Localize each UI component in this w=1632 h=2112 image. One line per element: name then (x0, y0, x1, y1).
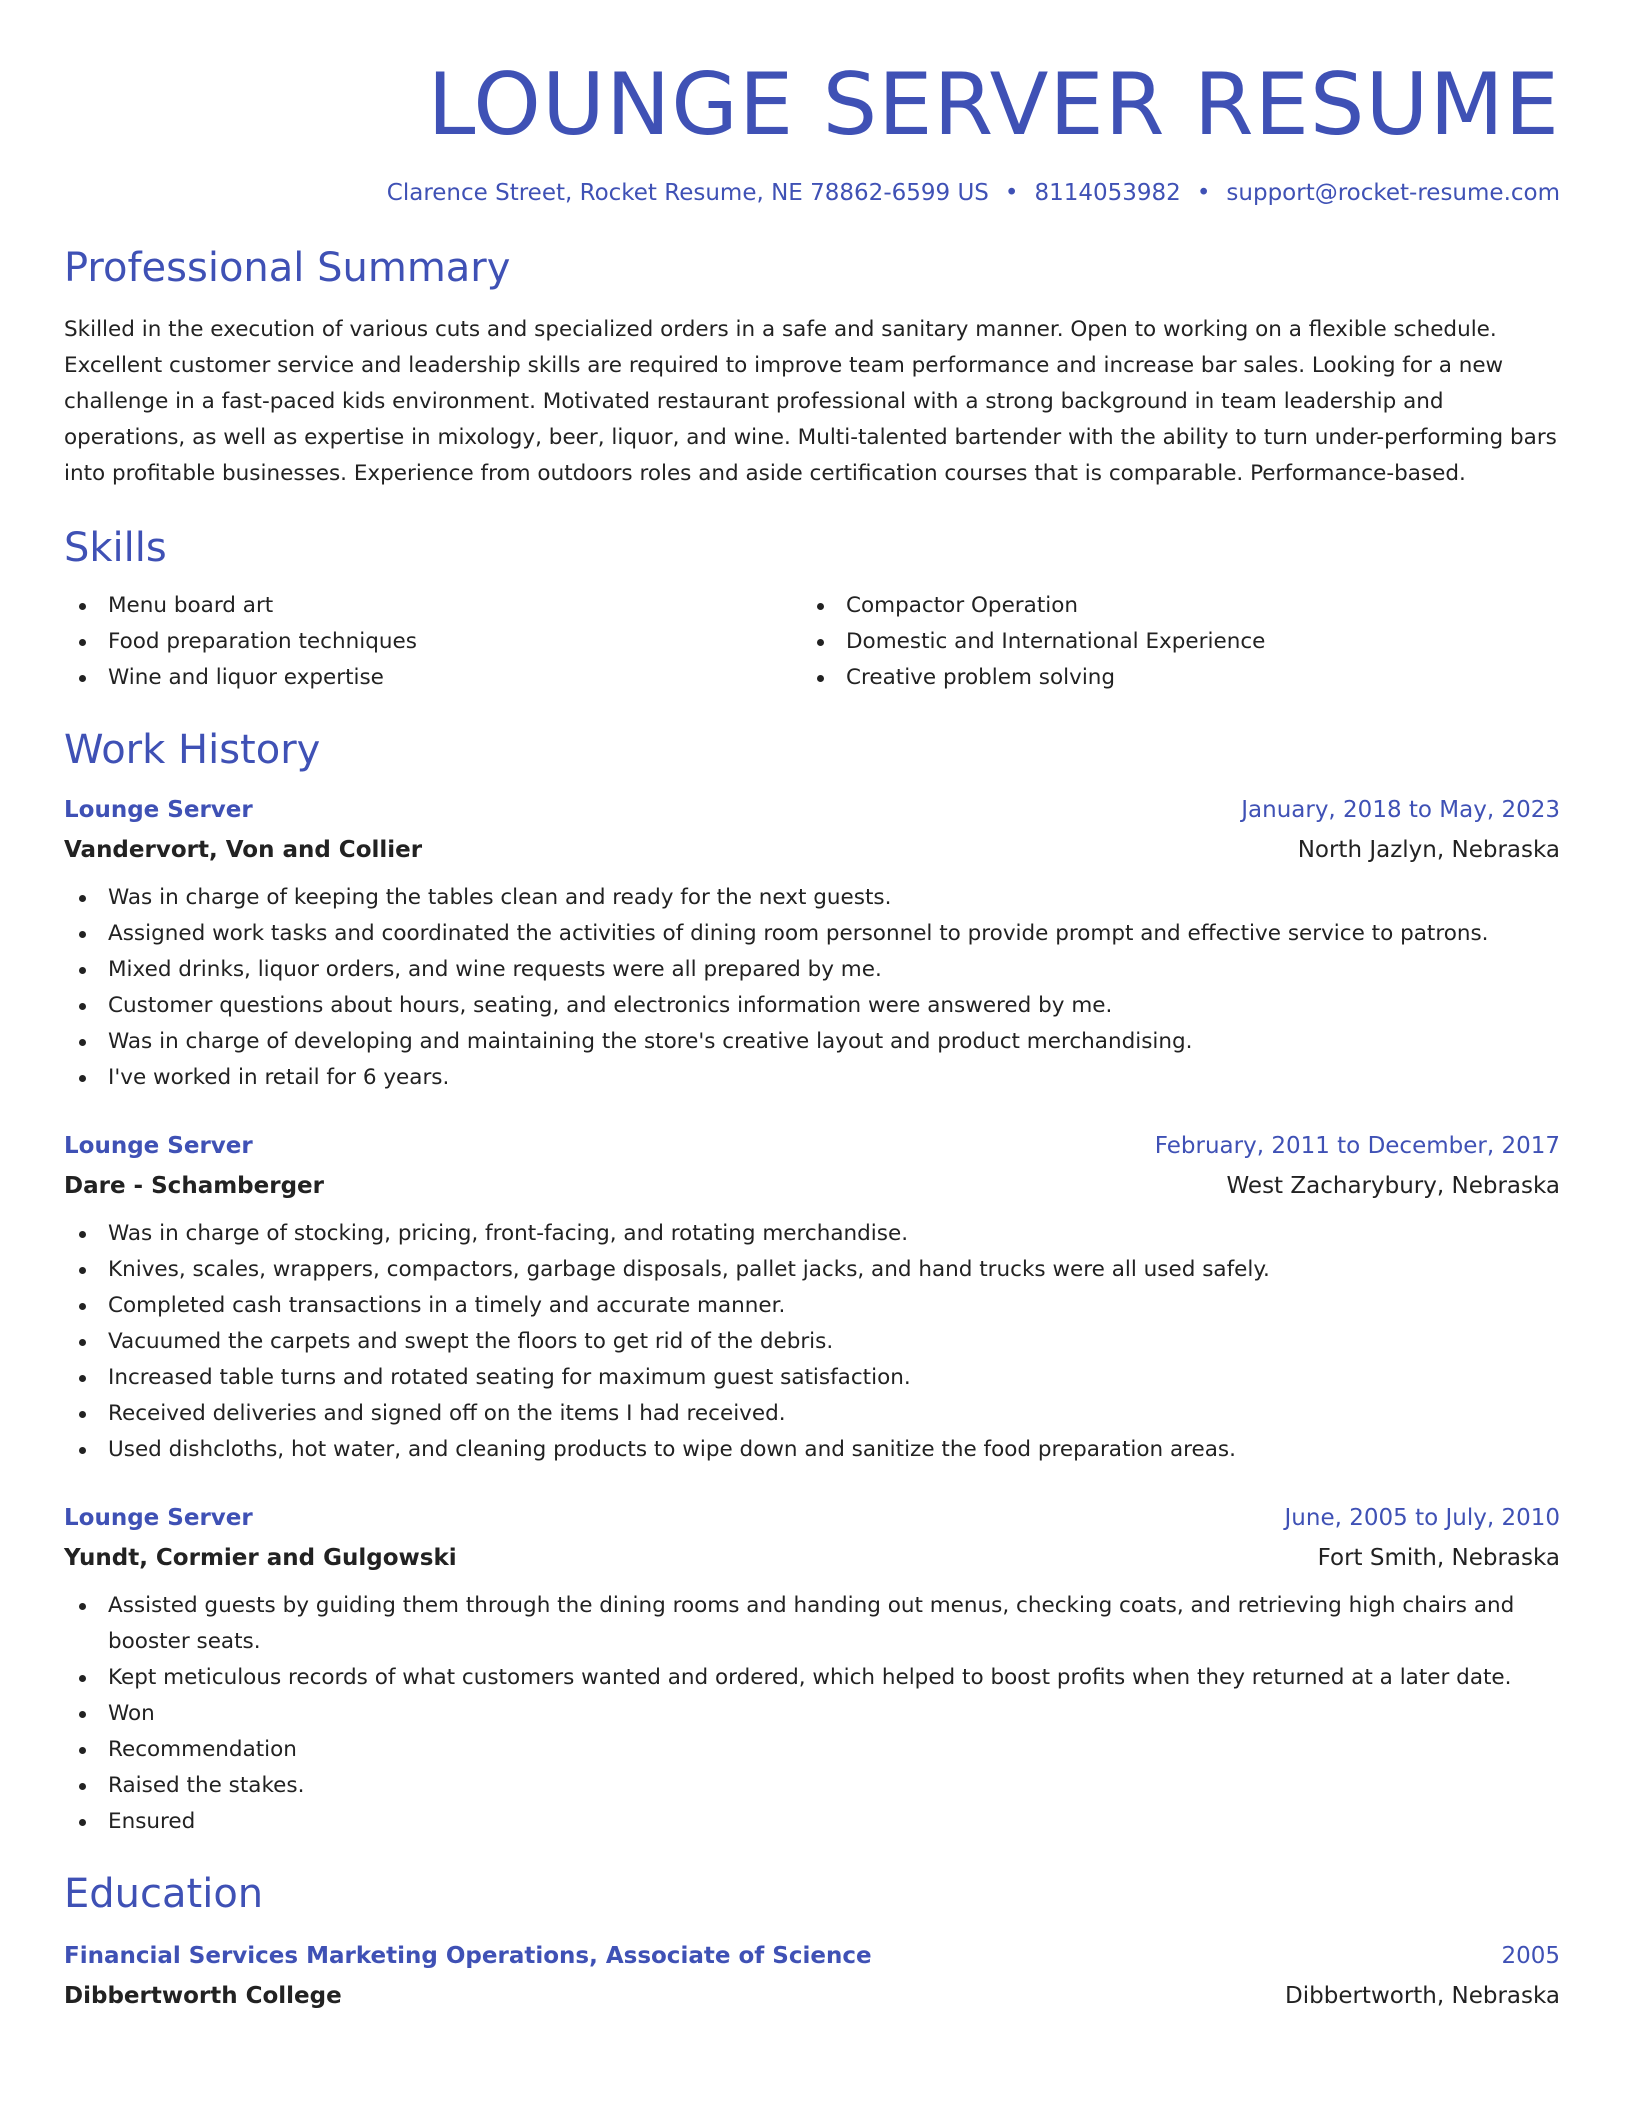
job-bullet: Customer questions about hours, seating, and electronics information were answered by me. (64, 988, 1560, 1024)
job-location: Fort Smith, Nebraska (1317, 1545, 1560, 1571)
work-section (64, 722, 1560, 1840)
skill-item: Domestic and International Experience (802, 624, 1540, 660)
education-heading: Education (64, 1871, 264, 1917)
education-section (64, 1866, 1560, 2016)
job-bullet: Assisted guests by guiding them through the dining rooms and handing out menus, checking coats, and retrieving high chairs and booster seats. (64, 1588, 1560, 1660)
contact-separator: • (1196, 180, 1211, 206)
job-entry (64, 1498, 1560, 1840)
job-company: Dare - Schamberger (64, 1173, 324, 1199)
resume-title: LOUNGE SERVER RESUME (427, 55, 1560, 155)
job-location: North Jazlyn, Nebraska (1297, 837, 1560, 863)
job-bullet: Completed cash transactions in a timely and accurate manner. (64, 1288, 1560, 1324)
summary-section (64, 240, 1560, 492)
job-title: Lounge Server (64, 1505, 253, 1531)
summary-text: Skilled in the execution of various cuts and specialized orders in a safe and sanitary manner. Open to working on a flexible schedule. Excellent customer service and leadership skills are required to improve team performance and increase bar sales. Looking for a new challenge in a fast-paced kids environment. Motivated restaurant professional with a strong background in team leadership and operations, as well as expertise in mixology, beer, liquor, and wine. Multi-talented bartender with the ability to turn under-performing bars into profitable businesses. Experience from outdoors roles and aside certification courses that is comparable. Performance-based. (64, 317, 1557, 486)
education-entry (64, 1936, 1560, 2016)
job-bullet: I've worked in retail for 6 years. (64, 1060, 1560, 1096)
job-bullet: Received deliveries and signed off on the items I had received. (64, 1396, 1560, 1432)
resume-page (64, 0, 1560, 2016)
job-header (64, 1498, 1560, 1538)
summary-heading: Professional Summary (64, 245, 511, 291)
job-bullet: Won (64, 1696, 1560, 1732)
contact-separator: • (1004, 180, 1019, 206)
job-subheader (64, 1538, 1560, 1578)
job-bullet: Knives, scales, wrappers, compactors, garbage disposals, pallet jacks, and hand trucks were all used safely. (64, 1252, 1560, 1288)
skill-item: Creative problem solving (802, 660, 1540, 696)
job-bullet: Was in charge of stocking, pricing, front-facing, and rotating merchandise. (64, 1216, 1560, 1252)
skills-list-right (802, 588, 1540, 696)
skill-item: Compactor Operation (802, 588, 1540, 624)
job-company: Yundt, Cormier and Gulgowski (64, 1545, 457, 1571)
skills-heading: Skills (64, 525, 167, 571)
job-entry (64, 790, 1560, 1096)
contact-address: Clarence Street, Rocket Resume, NE 78862-6599 US (386, 180, 989, 206)
skill-item: Wine and liquor expertise (64, 660, 802, 696)
job-bullet: Increased table turns and rotated seating for maximum guest satisfaction. (64, 1360, 1560, 1396)
job-bullet: Was in charge of keeping the tables clean and ready for the next guests. (64, 880, 1560, 916)
education-year: 2005 (1501, 1943, 1560, 1969)
job-dates: June, 2005 to July, 2010 (1284, 1505, 1560, 1531)
job-bullet: Mixed drinks, liquor orders, and wine requests were all prepared by me. (64, 952, 1560, 988)
skill-item: Menu board art (64, 588, 802, 624)
job-bullet: Was in charge of developing and maintaining the store's creative layout and product merchandising. (64, 1024, 1560, 1060)
job-bullets (64, 880, 1560, 1096)
job-title: Lounge Server (64, 797, 253, 823)
job-location: West Zacharybury, Nebraska (1226, 1173, 1560, 1199)
contact-line (64, 180, 1560, 206)
skills-list-left (64, 588, 802, 696)
skills-columns (64, 588, 1560, 696)
education-school: Dibbertworth College (64, 1983, 342, 2009)
contact-email: support@rocket-resume.com (1226, 180, 1560, 206)
job-bullet: Used dishcloths, hot water, and cleaning products to wipe down and sanitize the food preparation areas. (64, 1432, 1560, 1468)
job-company: Vandervort, Von and Collier (64, 837, 423, 863)
job-bullet: Vacuumed the carpets and swept the floors to get rid of the debris. (64, 1324, 1560, 1360)
education-degree: Financial Services Marketing Operations, Associate of Science (64, 1943, 872, 1969)
job-dates: February, 2011 to December, 2017 (1154, 1133, 1560, 1159)
skill-item: Food preparation techniques (64, 624, 802, 660)
education-subheader (64, 1976, 1560, 2016)
job-subheader (64, 830, 1560, 870)
job-dates: January, 2018 to May, 2023 (1241, 797, 1560, 823)
job-entry (64, 1126, 1560, 1468)
contact-phone: 8114053982 (1034, 180, 1181, 206)
job-header (64, 1126, 1560, 1166)
education-location: Dibbertworth, Nebraska (1285, 1983, 1560, 2009)
job-subheader (64, 1166, 1560, 1206)
job-bullet: Raised the stakes. (64, 1768, 1560, 1804)
job-bullets (64, 1216, 1560, 1468)
job-title: Lounge Server (64, 1133, 253, 1159)
education-header (64, 1936, 1560, 1976)
job-header (64, 790, 1560, 830)
work-heading: Work History (64, 727, 321, 773)
job-bullet: Kept meticulous records of what customers wanted and ordered, which helped to boost profits when they returned at a later date. (64, 1660, 1560, 1696)
job-bullet: Ensured (64, 1804, 1560, 1840)
job-bullet: Recommendation (64, 1732, 1560, 1768)
skills-section (64, 520, 1560, 696)
job-bullets (64, 1588, 1560, 1840)
job-bullet: Assigned work tasks and coordinated the activities of dining room personnel to provide prompt and effective service to patrons. (64, 916, 1560, 952)
